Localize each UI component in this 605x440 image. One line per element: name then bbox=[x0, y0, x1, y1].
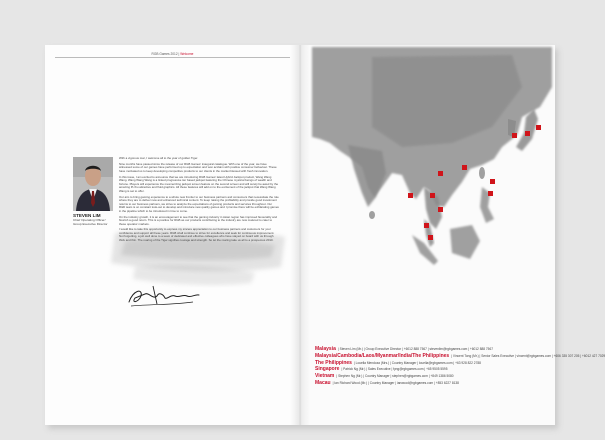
letter-paragraph: Nine months have passed since the release of our RGB Games' inaugural catalogue. With one of the year, we have witnessed some of our games have performed up to expectation and won acclaim with positive consumer behaviour. These have motivated us to keep developing competitive products to our clients in the market blessed with fresh innovation. bbox=[119, 161, 277, 173]
contact-row bbox=[315, 360, 551, 367]
contact-details: | Stephen Ng (Mr.) | Country Manager | stephen@rgbgames.com | +849 1386 5080 bbox=[336, 374, 454, 379]
contact-details: | Ian Richard Wood (Mr.) | Country Manager | ianwood@rgbgames.com | +853 6227 8138 bbox=[332, 380, 459, 385]
contact-row bbox=[315, 352, 605, 360]
executive-name: STEVEN LIM bbox=[73, 213, 101, 218]
executive-photo bbox=[73, 157, 113, 211]
contact-details: | Louella Mendoza (Mrs.) | Country Manager | louella@rgbgames.com | +63 928 822 2788 bbox=[353, 360, 481, 365]
contact-details: | Patrick Ng (Mr.) | Sales Executive | fyng@rgbgames.com | +65 9505 5595 bbox=[341, 367, 448, 372]
page-header bbox=[55, 52, 290, 56]
marker-icon bbox=[525, 131, 530, 136]
marker-icon bbox=[430, 193, 435, 198]
header-text: RGB Games 2012 bbox=[151, 52, 178, 56]
contact-details: | Steven Lim (Mr.) | Group Executive Director | +6012 888 7567 | stevenlim@rgbgames.com | +6012 888 7567 bbox=[337, 347, 494, 351]
marker-icon bbox=[512, 133, 517, 138]
welcome-letter bbox=[119, 157, 279, 245]
letter-paragraph: In this issue, I am excited to announce that we are introducing RGB Games' latest Hybrid Jackpot product, Wang Wang Wang. Wang Wang Wang is a linked progressive tier based jackpot featuring the Chinese mystical beings of wealth and fortune. Players will experience the mesmerizing jackpot screen feature on the second screen and will surely be awed by the amazing Pi-Xiu attractive and fluid graphics. All these features will add on to the excitement of the jackpot that Wang Wang Wang is set to offer. bbox=[119, 174, 279, 193]
contact-country: Singapore bbox=[315, 366, 340, 373]
contact-details: | Vincent Tong (Mr.) | Senior Sales Executive | vincent@rgbgames.com | +606 335 307 205 | +6012 427 7029 bbox=[451, 353, 605, 358]
marker-icon bbox=[488, 191, 493, 196]
left-page bbox=[45, 45, 300, 425]
contact-country: Vietnam bbox=[315, 373, 335, 380]
marker-icon bbox=[408, 193, 413, 198]
india-shape bbox=[348, 145, 386, 207]
marker-icon bbox=[490, 179, 495, 184]
contact-country: The Philippines bbox=[315, 359, 352, 366]
letter-paragraph: I would like to take this opportunity to express my sincere appreciation to our business partners and customers for your confidence and support all these years. RGB shall continue to strive for excellence and seek for continuous improvement. Not forgetting, a job well done to a team of dedicated and effective colleagues who have stayed on board with us through thick and thin. The roaring of the Tiger signifies courage and strength. So let the roaring take us all to a prosperous 2010. bbox=[119, 227, 275, 242]
marker-icon bbox=[424, 223, 429, 228]
marker-icon bbox=[462, 165, 467, 170]
portrait-illustration bbox=[73, 157, 113, 211]
letter-paragraph: Our aim to bring gaming experience to a whole new frontier to our business partners and consumers that necessitate the role where they are to deliver new and enhanced technical content. To keep raising the profitability and provide good investment returns to our business partners, we strive to analyze the expectations of gaming products and services throughout. Our R&D team is on constant look-out to develop and introduce new quality games and I promise there will be exhilarating games in the pipeline which to be introduced in time to come. bbox=[119, 194, 279, 213]
header-rule bbox=[55, 57, 290, 58]
page-gutter bbox=[290, 45, 310, 425]
marker-icon bbox=[428, 235, 433, 240]
borneo-shape bbox=[450, 225, 480, 259]
header-section: Welcome bbox=[180, 52, 194, 56]
right-page bbox=[300, 45, 605, 425]
sumatra-shape bbox=[412, 235, 438, 265]
executive-role-line1: Chief Operating Officer/ bbox=[73, 218, 106, 222]
contact-row bbox=[315, 366, 551, 373]
letter-greeting: With a vigorous roar, I welcome all to the year of golden Tiger. bbox=[119, 156, 199, 160]
signature-icon bbox=[123, 280, 203, 310]
contact-row bbox=[315, 346, 551, 353]
contact-country: Malaysia/Cambodia/Laos/Myanmar/India/The Philippines bbox=[315, 352, 450, 359]
magazine-spread bbox=[45, 45, 605, 425]
marker-icon bbox=[438, 171, 443, 176]
header-separator: | bbox=[177, 52, 181, 56]
asia-map bbox=[312, 47, 552, 267]
contact-list bbox=[315, 346, 605, 387]
contact-country: Macau bbox=[315, 379, 331, 386]
contact-country: Malaysia bbox=[315, 346, 336, 352]
marker-icon bbox=[536, 125, 541, 130]
marker-icon bbox=[438, 207, 443, 212]
contact-row bbox=[315, 380, 551, 387]
executive-role-line2: Group Executive Director bbox=[73, 221, 108, 226]
contact-row bbox=[315, 373, 551, 380]
letter-paragraph: On the industry growth, it is an encouragement to see that the gaming industry in Asian region has improved favourably and flourish a good return. This is a positive for RGB as our products contributing to the industry are now matured to cater to these operator markets. bbox=[119, 214, 277, 226]
